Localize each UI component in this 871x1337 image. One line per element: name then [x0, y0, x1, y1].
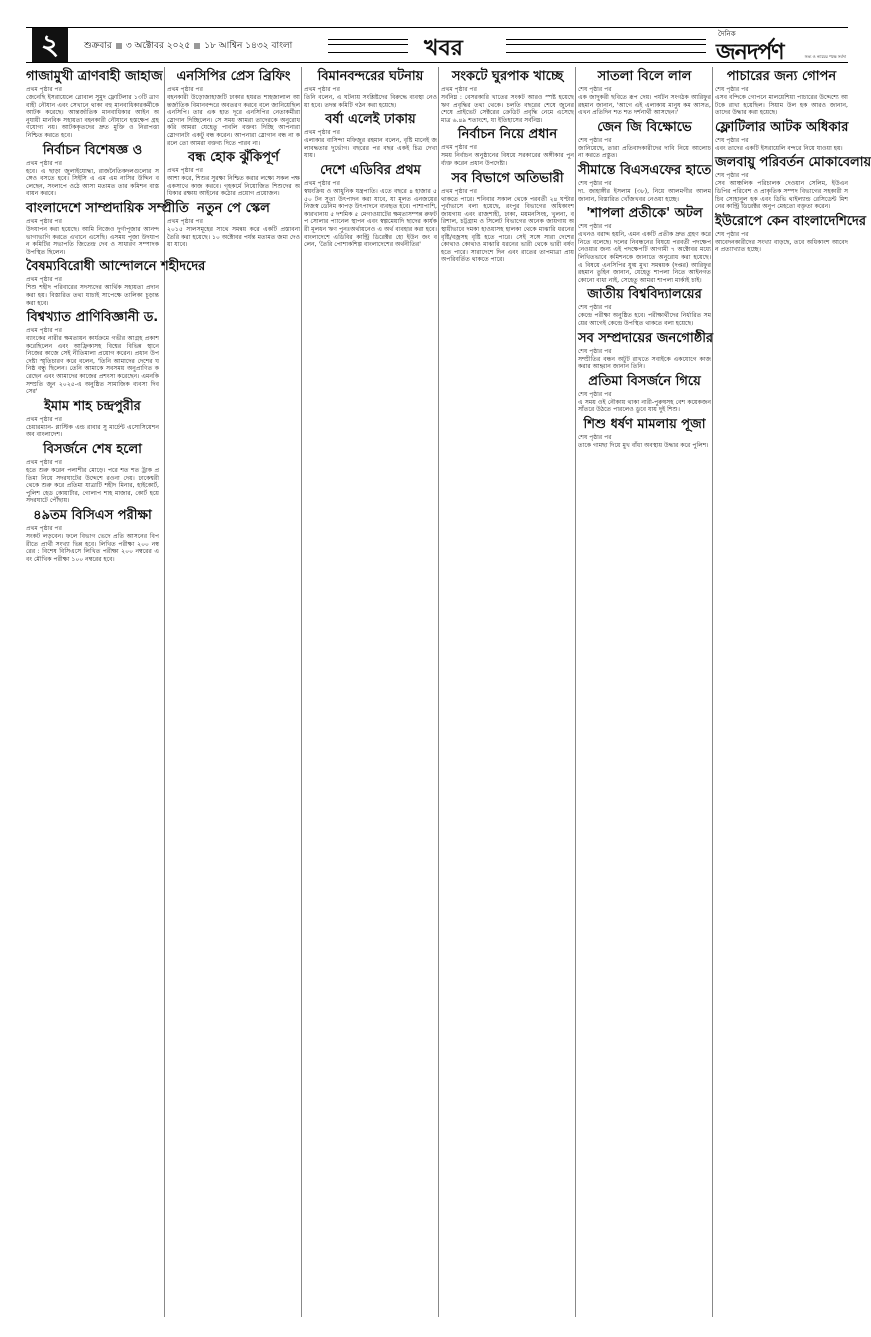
article-body: সেব আঞ্চলিক পরিচালক দেওয়ান সেলিম, ইউএনডিপির পরিবেশ ও প্রাকৃতিক সম্পদ বিভাগের সহকারী সচিব সোহানুল হক এবং ডিভি থাইল্যান্ড রেসিডেন্ট মিশনের কান্ট্রি ডিরেক্টর অনুপ মেহতো বক্তৃতা করেন।	[715, 180, 848, 211]
article	[26, 259, 206, 307]
article	[26, 143, 159, 198]
article-continuation: প্রথম পৃষ্ঠার পর	[26, 459, 62, 467]
article-body: তাকে গামছা দিয়ে মুখ বাঁধা অবস্থায় উদ্ধার করে পুলিশ।	[578, 441, 709, 449]
article-continuation: প্রথম পৃষ্ঠার পর	[26, 276, 62, 284]
article-body: এসব বন্দিকে গোপনে মালয়েশিয়া পাচারের উদ্দেশ্যে আটকে রাখা হয়েছিল। সিয়াম উল হক আরও জানান, তাদের উদ্ধার করা হয়েছে।	[715, 94, 848, 117]
article-continuation: শেষ পৃষ্ঠার পর	[578, 179, 612, 187]
column-3	[304, 67, 437, 1317]
article-body: হবে। এ ছাড়া জুলাইযোদ্ধা, রাজনৈতিকদলগুলোর সঙ্গেও বসতে হবে। সিইসি এ এম এম নাসির উদ্দিন বলেছেন, সংলাপে ওঠে আসা মতামত তার কমিশন বাস্তবায়ন করবে।	[26, 167, 159, 198]
article-headline: নির্বাচন বিশেষজ্ঞ ও	[42, 142, 143, 158]
article	[715, 69, 848, 117]
article-body: সময় নির্বাচন অনুষ্ঠানের বিষয়ে সরকারের অঙ্গীকার পুনর্ব্যক্ত করেন প্রধান উপদেষ্টা।	[441, 152, 574, 167]
column-rule	[575, 67, 576, 1317]
article	[26, 399, 159, 439]
article	[167, 150, 300, 198]
article-continuation: শেষ পৃষ্ঠার পর	[578, 223, 612, 231]
masthead	[26, 27, 848, 63]
decorative-rules	[506, 39, 706, 53]
column-1	[26, 67, 206, 1317]
column-5	[578, 67, 714, 1317]
date-bn: ১৮ আশ্বিন ১৪৩২ বাংলা	[204, 41, 293, 51]
article	[304, 69, 437, 109]
column-4	[441, 67, 574, 1317]
article-headline: সংকটে ঘুরপাক খাচ্ছে	[451, 69, 564, 84]
article-headline: বর্ষা এলেই ঢাকায়	[325, 112, 416, 128]
column-rule	[712, 67, 713, 1317]
article	[578, 287, 711, 327]
article	[715, 213, 866, 254]
column-rule	[438, 67, 439, 1317]
article-continuation: শেষ পৃষ্ঠার পর	[578, 304, 612, 312]
article	[441, 171, 574, 264]
article-body: আবেদনকারীদের সংখ্যা বাড়ছে, তবে অধিকাংশ আবেদন প্রত্যাখ্যাত হচ্ছে।	[715, 238, 848, 254]
column-rule	[301, 67, 302, 1317]
article-headline: প্রতিমা বিসর্জনে গিয়ে	[588, 373, 701, 389]
article-body: হতে শুরু করেন পলাশীর মোড়ে। পরে শত শত ট্রাক প্রতিমা নিয়ে সদরঘাটের উদ্দেশে রওনা দেয়। ঢাকেশ্বরী থেকে শুরু করে প্রতিমা যাত্রাটি শহীদ মিনার, হাইকোর্ট, পুলিশ হেড কোয়ার্টার, গোলাপ শাহ মাজার, কোর্ট হয়ে সদরঘাটে পৌঁছায়।	[26, 467, 159, 505]
article	[715, 155, 871, 211]
article	[26, 310, 159, 396]
day: শুক্রবার	[84, 41, 112, 51]
article-continuation: শেষ পৃষ্ঠার পর	[715, 86, 749, 93]
article-headline: বৈষম্যবিরোধী আন্দোলনে শহীদদের	[26, 259, 206, 275]
article-headline: বিমানবন্দরের ঘটনায়	[317, 69, 424, 84]
logo	[716, 28, 848, 65]
article-headline: সাতলা বিলে লাল	[597, 69, 692, 84]
article-body: জেনেছি ইসরায়েলে গ্লোবাল সুমুদ ফ্লোটিলার ১৩টি ত্রাণবাহী নৌযান এবং সেখানে থাকা বহু মানবাধিকারকর্মীকে আটক করেছে। আন্তর্জাতিক মানবাধিকার আইন অনুযায়ী মানবিক সহায়তা বহনকারী নৌযানে হস্তক্ষেপ গ্রহণযোগ্য নয়। আটককৃতদের দ্রুত মুক্তি ও নিরাপত্তা নিশ্চিত করতে হবে।	[26, 94, 159, 139]
newspaper-page	[26, 27, 871, 1317]
article-continuation: প্রথম পৃষ্ঠার পর	[167, 167, 203, 175]
article	[578, 374, 711, 414]
article	[304, 163, 437, 249]
article-headline: জেন জি বিক্ষোভে	[597, 119, 692, 135]
article-headline: বন্ধ হোক ঝুঁকিপূর্ণ	[188, 150, 279, 166]
article	[26, 200, 189, 256]
article-continuation: প্রথম পৃষ্ঠার পর	[441, 86, 477, 93]
column-2	[167, 67, 300, 1317]
article-body: চেয়ারম্যান- প্লাস্টিক এন্ড রাবার সু মার্চেন্ট এসোসিয়েশন অব বাংলাদেশ।	[26, 423, 159, 439]
article-headline: সব বিভাগে অতিভারী	[451, 170, 564, 186]
date-en: ৩ অক্টোবর ২০২৫	[125, 41, 191, 51]
article-continuation: প্রথম পৃষ্ঠার পর	[26, 159, 62, 167]
article-headline: পাচারের জন্য গোপন	[726, 69, 837, 84]
article	[578, 163, 711, 203]
section-title: খবর	[424, 36, 463, 61]
article-headline: ইমাম শাহ চন্দ্রপুরীর	[44, 398, 141, 414]
square-separator-icon	[116, 43, 122, 49]
article-headline: বাংলাদেশে সাম্প্রদায়িক সম্প্রীতি	[26, 200, 189, 216]
article-body: সম্প্রীতির বন্ধন অটুট রাখতে সবাইকে একযোগে কাজ করার আহ্বান জানান তিনি।	[578, 355, 711, 371]
article	[167, 201, 300, 249]
column-6	[715, 67, 871, 1317]
article-headline: বিসর্জনে শেষ হলো	[43, 442, 142, 458]
article-body: শিশু শহীদ পরিবারের সদস্যদের আর্থিক সহায়তা প্রদান করা হয়। বিস্তারিত তথ্য যাচাই সাপেক্ষে তালিকা চূড়ান্ত করা হবে।	[26, 284, 159, 307]
article-continuation: শেষ পৃষ্ঠার পর	[578, 347, 612, 355]
article-body: জানিয়েছে, তারা প্রতিবাদকারীদের দাবি নিয়ে আলোচনা করতে প্রস্তুত।	[578, 144, 711, 160]
article-headline: দেশে এডিবির প্রথম	[320, 162, 421, 178]
column-rule	[164, 67, 165, 1317]
article-body: ব্যাংকের নারীর ক্ষমতায়ন কার্যক্রমে গভীর আগ্রহ প্রকাশ করেছিলেন এবং আফ্রিকাসহ বিশ্বের বিভিন্ন স্থানে নিজের কাজে সেই নীতিমালা প্রয়োগ করেন। প্রধান উপদেষ্টা স্মৃতিচারণ করে বলেন, 'তিনি আমাদের দেশের ঘনিষ্ঠ বন্ধু ছিলেন। তেনি আমাকে সবসময় অনুপ্রাণিত করেছেন এবং আমাদের কাজের প্রশংসা করেছেন। এমনকি সম্প্রতি জুন ২০২৫-এ অনুষ্ঠিত সামাজিক ব্যবসা দিবসের'	[26, 335, 159, 396]
article-continuation: প্রথম পৃষ্ঠার পর	[304, 86, 340, 93]
square-separator-icon	[194, 43, 200, 49]
article	[441, 69, 574, 124]
page-number: ২	[32, 28, 68, 62]
article-headline: বিশ্বখ্যাত প্রাণিবিজ্ঞানী ড.	[26, 310, 159, 326]
article-continuation: প্রথম পৃষ্ঠার পর	[26, 86, 62, 93]
article-body: সংকট লড়বেন। ফলে বিভাগ ভেদে প্রতি আসনের বিপরীতে প্রার্থী সংখ্যা ভিন্ন হবে। লিখিত পরীক্ষা ২০০ নম্বরের : বিশেষ বিসিএসে লিখিত পরীক্ষা ২০০ নম্বরের এবং মৌখিক পরীক্ষা ১০০ নম্বরের হবে।	[26, 533, 159, 563]
article-body: স্বয়ংক্রিয় ও আধুনিক যন্ত্রপাতি। এতে বছরে ৪ হাজার ৫৫০ টন সুতা উৎপাদন করা যাবে, যা মূলত এনজয়ের নিজস্ব ডেনিম কাপড় উৎপাদনে ব্যবহৃত হবে। পাশাপাশি, কারখানায় ৫ দশমিক ৫ মেগাওয়াটের ক্ষমতাসম্পন্ন রুফটপ সোলার প্যানেল স্থাপন এবং স্বল্পমেয়াদি ছাদের কার্যকরী মূলধন ঋণ পুনঃঅর্থায়নেও এ অর্থ ব্যবহার করা হবে। বাংলাদেশে এডিবির কান্ট্রি ডিরেক্টর হো ইউন জং বলেন, 'তৈরি পোশাকশিল্প বাংলাদেশের অর্থনীতির'	[304, 187, 437, 249]
article-body: থাকতে পারে। শনিবার সকাল থেকে পরবর্তী ২৪ ঘণ্টার পূর্বাভাসে বলা হয়েছে, রংপুর বিভাগের অধিকাংশ জায়গায় এবং রাজশাহী, ঢাকা, ময়মনসিংহ, খুলনা, বরিশাল, চট্টগ্রাম ও সিলেট বিভাগের অনেক জায়গায় অস্থায়ীভাবে দমকা হাওয়াসহ হালকা থেকে মাঝারি ধরনের বৃষ্টি/বজ্রসহ বৃষ্টি হতে পারে। সেই সঙ্গে সারা দেশের কোথাও কোথাও মাঝারি ধরনের ভারী থেকে ভারী বর্ষণ হতে পারে। সারাদেশে দিন এবং রাতের তাপমাত্রা প্রায় অপরিবর্তিত থাকতে পারে।	[441, 195, 574, 264]
article-headline: নির্বাচন নিয়ে প্রধান	[457, 127, 558, 143]
article-continuation: শেষ পৃষ্ঠার পর	[578, 136, 612, 144]
article-headline: ফ্লোটিলার আটক অধিকার	[715, 119, 849, 135]
article-body: সর্বনিম্ন : বেসরকারি খাতের সংকট আরও স্পষ্ট হয়েছে ঋণ প্রবৃদ্ধির তথ্য থেকে। চলতি বছরের শেষে জুনের শেষে প্রাইভেট সেক্টরের ক্রেডিট প্রবৃদ্ধি নেমে এসেছে মাত্র ৬.৪৯ শতাংশে, যা ইতিহাসের সর্বনিম্ন।	[441, 94, 574, 124]
article-headline: ৪৯তম বিসিএস পরীক্ষা	[33, 508, 152, 523]
article-continuation: প্রথম পৃষ্ঠার পর	[441, 187, 477, 195]
article-continuation: শেষ পৃষ্ঠার পর	[715, 172, 749, 180]
article-body: এবং তাদের একটি ইসরায়েলি বন্দরে নিয়ে যাওয়া হয়।	[715, 144, 843, 152]
article	[304, 112, 437, 160]
article	[578, 69, 711, 117]
article-continuation: প্রথম পৃষ্ঠার পর	[304, 179, 340, 187]
article-headline: নতুন পে স্কেল	[197, 200, 270, 216]
article-body: আশা করে, শিশুর সুরক্ষা নিশ্চিত করার লক্ষ্যে সকল পক্ষ একসাথে কাজ করবে। গৃহকর্মে নিয়োজিত শিশুদের অধিকার রক্ষায় আইনের কঠোর প্রয়োগ প্রয়োজন।	[167, 175, 300, 198]
article-continuation: শেষ পৃষ্ঠার পর	[715, 230, 749, 238]
article-headline: জাতীয় বিশ্ববিদ্যালয়ের	[587, 287, 702, 303]
logo-name: জনদর্পণ	[716, 39, 784, 65]
article-body: দা. জাহাঙ্গীর ইসলাম (৩৮), নিয়ে আলমগীর আলম জানান, বিস্তারিত খোঁজখবর নেওয়া হচ্ছে।	[578, 187, 711, 203]
article-headline: ইউরোপে কেন বাংলাদেশিদের	[715, 213, 866, 229]
article-continuation: প্রথম পৃষ্ঠার পর	[26, 525, 62, 532]
article-continuation: শেষ পৃষ্ঠার পর	[578, 433, 612, 441]
logo-tagline: সত্য ও ন্যায়ের পক্ষে সর্বদা	[804, 54, 846, 59]
article-continuation: প্রথম পৃষ্ঠার পর	[26, 327, 62, 335]
article-body: এ সময় ওই নৌকায় থাকা নারী-পুরুষসহ বেশ কয়েকজন সাঁতরে উঠতে পারলেও ডুবে যায় দুই শিশু।	[578, 398, 711, 414]
article-body: এক জাদুকরী ছবিতে রূপ দেয়। পর্যটন সংগঠক আরিফুর রহমান জানান, 'আগে এই এলাকায় মানুষ কম আসত, এখন প্রতিদিন শত শত দর্শনার্থী আসছেন।'	[578, 94, 711, 117]
article	[578, 206, 711, 284]
article-continuation: প্রথম পৃষ্ঠার পর	[167, 86, 203, 93]
article	[578, 120, 711, 160]
article-continuation: প্রথম পৃষ্ঠার পর	[304, 129, 340, 137]
article	[578, 330, 714, 371]
article-body: ২০১৫ সালসমূহের সাথে সমন্বয় করে একটি প্রস্তাবনা তৈরি করা হয়েছে। ১০ অক্টোবর পর্যন্ত মতামত জমা দেওয়া যাবে।	[167, 225, 300, 249]
logo-small: দৈনিক	[718, 30, 736, 38]
article	[26, 442, 159, 505]
article-headline: সীমান্তে বিএসএফের হাতে	[578, 162, 712, 178]
article	[441, 127, 574, 167]
article-headline: গাজামুখী ত্রাণবাহী জাহাজ	[26, 69, 163, 84]
article-continuation: প্রথম পৃষ্ঠার পর	[26, 217, 62, 225]
article	[167, 69, 300, 147]
article-continuation: শেষ পৃষ্ঠার পর	[578, 86, 612, 93]
article-headline: 'শাপলা প্রতীকে' অটল	[586, 206, 703, 222]
article-continuation: শেষ পৃষ্ঠার পর	[578, 390, 612, 398]
article-body: এলাকার বাসিন্দা মফিজুর রহমান বলেন, বৃষ্টি মানেই জলাবদ্ধতার দুর্ভোগ। বছরের পর বছর একই চিত্র দেখা যায়।	[304, 137, 437, 160]
article-headline: শিশু ধর্ষণ মামলায় পূজা	[583, 416, 706, 432]
article-continuation: শেষ পৃষ্ঠার পর	[715, 136, 749, 144]
article-headline: জলবায়ু পরিবর্তন মোকাবেলায়	[715, 155, 871, 171]
article	[26, 508, 159, 563]
article-body: বহনকারী উড়োজাহাজটি ঢাকার হযরত শাহজালাল আন্তর্জাতিক বিমানবন্দরে অবতরণ করবে বলে জানিয়েছিল এনসিপি। তার এক হাত দূরে এনসিপির নেতাকর্মীরা স্লোগান দিচ্ছিলেন। সে সময় আমরা তাদেরকে অনুরোধ করি আমরা যেহেতু পাবলি বক্তব্য দিচ্ছি আপনারা স্লোগানটা একটু বন্ধ করেন। আপনারা স্লোগান বন্ধ না করলে তো আমরা বক্তব্য দিতে পারব না।	[167, 94, 300, 147]
article-headline: এনসিপির প্রেস ব্রিফিং	[176, 69, 291, 84]
article	[26, 69, 163, 140]
article-body: কেন্দ্রে পরীক্ষা অনুষ্ঠিত হবে। পরীক্ষার্থীদের নির্ধারিত সময়ের আগেই কেন্দ্রে উপস্থিত থাকতে বলা হয়েছে।	[578, 312, 711, 327]
article-continuation: প্রথম পৃষ্ঠার পর	[441, 144, 477, 152]
dateline	[84, 38, 292, 53]
article-headline: সব সম্প্রদায়ের জনগোষ্ঠীর	[578, 330, 714, 346]
article-body: তিনি বলেন, এ ঘটনায় সংশ্লিষ্টদের বিরুদ্ধে ব্যবস্থা নেওয়া হবে। তদন্ত কমিটি গঠন করা হয়েছে।	[304, 94, 437, 109]
article-continuation: প্রথম পৃষ্ঠার পর	[167, 217, 203, 225]
decorative-rules	[328, 39, 408, 53]
article-body: এখনও বরাদ্দ হয়নি, এমন একটি প্রতীক দ্রুত গ্রহণ করে নিতে বলেছে। দলের নিবন্ধনের বিষয়ে পরবর্তী পদক্ষেপ নেওয়ার জন্য এই পদক্ষেপটি আগামী ৭ অক্টোবর মধ্যে লিখিতভাবে কমিশনকে জানাতে অনুরোধ করা হয়েছে। এ বিষয়ে এনসিপির যুগ্ম মুখ্য সমন্বয়ক (দপ্তর) আরিফুর রহমান তুহিন জানান, যেহেতু শাপলা নিতে আইনগত কোনো বাধা নাই, সেহেতু আমরা শাপলা মার্কাই চাই।	[578, 231, 711, 284]
article	[578, 417, 711, 450]
article-body: উদযাপন করা হয়েছে। আমি নিজেও দুর্গাপূজার আনন্দ ভাগাভাগি করতে এখানে এসেছি। এসময় পূজা উদযাপন কমিটির সভাপতি জিতেন্দ্র দেব ও সাধারণ সম্পাদক উপস্থিত ছিলেন।	[26, 225, 159, 256]
article-continuation: প্রথম পৃষ্ঠার পর	[26, 415, 62, 423]
article	[715, 120, 848, 153]
